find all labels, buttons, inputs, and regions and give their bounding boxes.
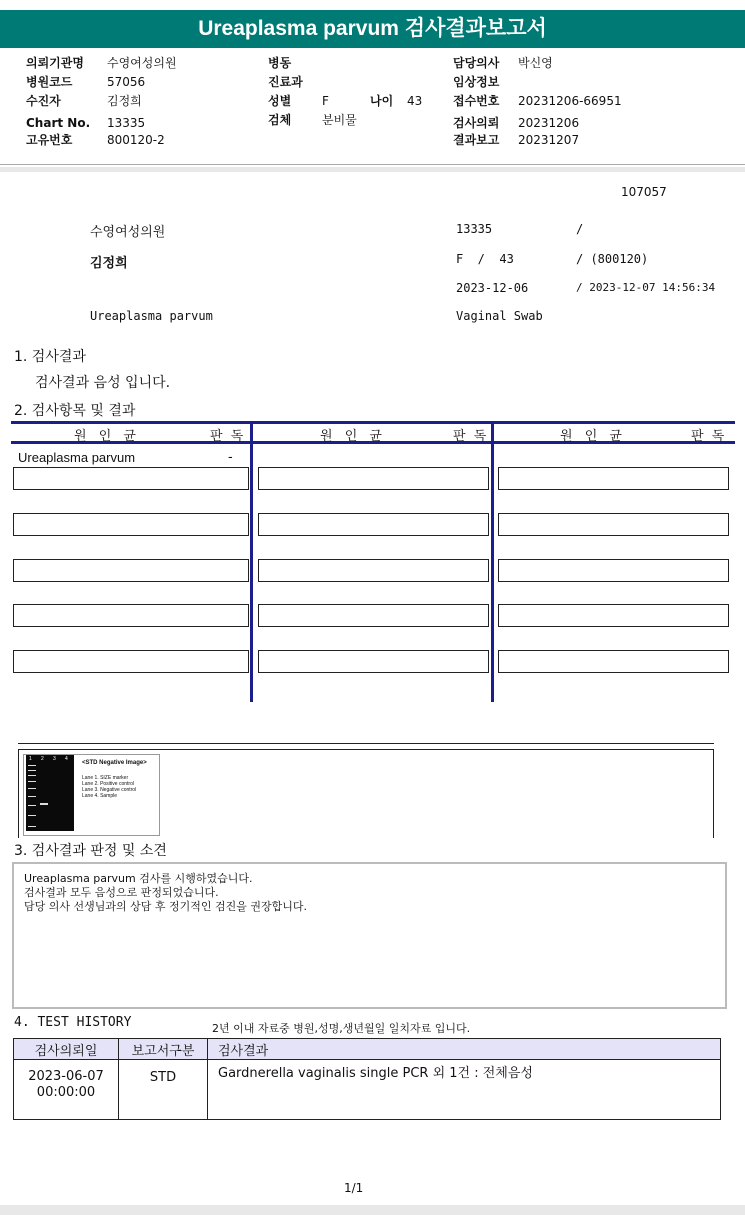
- lane-number: 1: [29, 756, 32, 762]
- label-receipt-no: 접수번호: [453, 94, 500, 108]
- gel-band: [28, 796, 36, 797]
- result-box: [258, 513, 489, 536]
- summary-chart-no: 13335: [456, 222, 493, 236]
- result-box: [498, 604, 729, 627]
- page-number: 1/1: [344, 1181, 364, 1195]
- result-box: [258, 467, 489, 490]
- opinion-box: [12, 862, 727, 1009]
- label-report-date: 결과보고: [453, 133, 500, 147]
- lane-number: 3: [53, 756, 56, 762]
- value-hospital-code: 57056: [107, 75, 146, 89]
- result-box: [498, 559, 729, 582]
- gel-frame-top: [18, 743, 714, 744]
- result-box: [258, 559, 489, 582]
- section3-title: 3. 검사결과 판정 및 소견: [14, 843, 167, 859]
- history-table: [13, 1038, 721, 1120]
- result-box: [13, 467, 249, 490]
- value-request-date: 20231206: [518, 116, 580, 130]
- value-receipt-no: 20231206-66951: [518, 94, 622, 108]
- opinion-line: 담당 의사 선생님과의 상담 후 정기적인 검진을 권장합니다.: [24, 900, 307, 913]
- result-organism: Ureaplasma parvum: [18, 450, 136, 465]
- label-specimen: 검체: [268, 113, 292, 127]
- section4-title: 4. TEST HISTORY: [14, 1015, 132, 1030]
- table-row: [14, 1060, 721, 1120]
- col-header-organism-2: 원 인 균: [320, 429, 382, 444]
- label-chart-no: Chart No.: [26, 116, 91, 130]
- label-age: 나이: [370, 94, 394, 108]
- result-box: [13, 513, 249, 536]
- gel-caption-line: Lane 2. Positive control: [82, 781, 134, 787]
- result-box: [258, 650, 489, 673]
- lane-number: 2: [41, 756, 44, 762]
- label-unique-no: 고유번호: [26, 133, 73, 147]
- result-box: [13, 604, 249, 627]
- value-specimen: 분비물: [322, 113, 357, 127]
- history-type: STD: [119, 1060, 208, 1120]
- value-age: 43: [407, 94, 423, 108]
- doc-number: 107057: [621, 185, 667, 199]
- label-department: 진료과: [268, 75, 303, 89]
- gel-caption: [82, 760, 147, 799]
- value-patient: 김정희: [107, 94, 142, 108]
- result-judgement: -: [228, 450, 233, 465]
- summary-hospital: 수영여성의원: [90, 225, 166, 240]
- gel-band: [28, 805, 36, 806]
- report-title: Ureaplasma parvum 검사결과보고서: [0, 10, 745, 48]
- gel-caption-line: Lane 3. Negative control: [82, 787, 137, 793]
- history-time: 00:00:00: [36, 1085, 96, 1100]
- label-patient: 수진자: [26, 94, 61, 108]
- section1-title: 1. 검사결과: [14, 349, 86, 365]
- gel-caption-line: Lane 1. SIZE marker: [82, 775, 129, 781]
- section1-body: 검사결과 음성 입니다.: [35, 375, 171, 391]
- summary-id: / (800120): [576, 252, 649, 266]
- gel-band: [28, 765, 36, 766]
- results-table-divider-2: [491, 421, 494, 702]
- summary-sex-age: F / 43: [456, 252, 514, 266]
- history-header-result: 검사결과: [208, 1039, 721, 1060]
- summary-patient: 김정희: [90, 256, 128, 271]
- gel-band: [28, 781, 36, 782]
- history-note: 2년 이내 자료중 병원,성명,생년월일 일치자료 입니다.: [212, 1022, 471, 1035]
- section2-title: 2. 검사항목 및 결과: [14, 403, 136, 419]
- gel-band: [28, 788, 36, 789]
- result-box: [13, 559, 249, 582]
- label-hospital: 의뢰기관명: [26, 56, 84, 70]
- gel-image: [26, 755, 74, 831]
- gel-band: [28, 815, 36, 816]
- col-header-organism-3: 원 인 균: [560, 429, 622, 444]
- summary-request-date: 2023-12-06: [456, 281, 529, 295]
- lane-number: 4: [65, 756, 68, 762]
- opinion-line: Ureaplasma parvum 검사를 시행하였습니다.: [24, 872, 253, 885]
- gel-caption-title: <STD Negative Image>: [82, 760, 147, 766]
- gel-band: [28, 775, 36, 776]
- page-footer-shade: [0, 1205, 745, 1215]
- summary-test-name: Ureaplasma parvum: [90, 309, 213, 323]
- opinion-line: 검사결과 모두 음성으로 판정되었습니다.: [24, 886, 219, 899]
- summary-specimen: Vaginal Swab: [456, 309, 543, 323]
- result-box: [498, 650, 729, 673]
- value-chart-no: 13335: [107, 116, 146, 130]
- label-ward: 병동: [268, 56, 292, 70]
- label-clinical-info: 임상정보: [453, 75, 500, 89]
- value-sex: F: [322, 94, 329, 108]
- value-doctor: 박신영: [518, 56, 553, 70]
- summary-report-datetime: / 2023-12-07 14:56:34: [576, 281, 716, 294]
- value-report-date: 20231207: [518, 133, 580, 147]
- results-table-top-rule: [11, 421, 735, 424]
- history-result: Gardnerella vaginalis single PCR 외 1건 : 전체음성: [208, 1060, 721, 1120]
- results-table-divider-1: [250, 421, 253, 702]
- label-doctor: 담당의사: [453, 56, 500, 70]
- history-header-date: 검사의뢰일: [14, 1039, 119, 1060]
- col-header-organism-1: 원 인 균: [74, 429, 136, 444]
- col-header-judgement-3: 판 독: [691, 429, 725, 444]
- summary-slash: /: [576, 222, 584, 236]
- gel-band: [40, 803, 48, 805]
- gel-band: [28, 826, 36, 827]
- gel-band: [28, 770, 36, 771]
- result-box: [13, 650, 249, 673]
- label-request-date: 검사의뢰: [453, 116, 500, 130]
- header-shade: [0, 167, 745, 172]
- label-sex: 성별: [268, 94, 292, 108]
- col-header-judgement-1: 판 독: [210, 429, 244, 444]
- history-date-cell: [14, 1060, 119, 1120]
- col-header-judgement-2: 판 독: [453, 429, 487, 444]
- history-date: 2023-06-07: [28, 1069, 104, 1084]
- header-divider: [0, 164, 745, 165]
- gel-caption-line: Lane 4. Sample: [82, 793, 118, 799]
- result-box: [498, 513, 729, 536]
- result-box: [498, 467, 729, 490]
- value-unique-no: 800120-2: [107, 133, 165, 147]
- header-info: [0, 54, 745, 154]
- result-box: [258, 604, 489, 627]
- history-header-type: 보고서구분: [119, 1039, 208, 1060]
- label-hospital-code: 병원코드: [26, 75, 73, 89]
- value-hospital: 수영여성의원: [107, 56, 177, 70]
